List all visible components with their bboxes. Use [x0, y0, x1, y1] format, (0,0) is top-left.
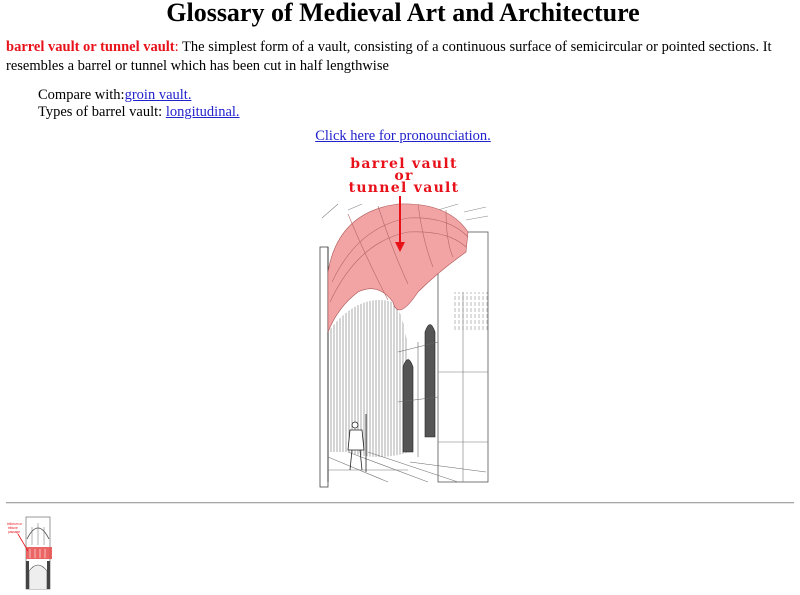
related-terms — [38, 87, 240, 121]
pronunciation-link[interactable]: Click here for pronounciation. — [315, 128, 491, 144]
figure-label-line3: tunnel vault — [348, 180, 460, 196]
svg-text:triforium or: triforium or — [7, 522, 23, 526]
cathedral-elevation-icon — [6, 515, 56, 590]
horizontal-rule — [6, 502, 794, 504]
types-label: Types of barrel vault: — [38, 104, 166, 120]
triforium-thumbnail-link[interactable] — [6, 515, 56, 590]
barrel-vault-illustration — [318, 152, 490, 488]
types-line — [38, 104, 240, 121]
figure-label-line1: barrel vault — [350, 156, 458, 172]
page-title: Glossary of Medieval Art and Architecture — [166, 0, 640, 27]
figure-label-line2: or — [394, 168, 414, 184]
pronunciation-row — [0, 128, 800, 145]
longitudinal-link[interactable]: longitudinal. — [165, 104, 240, 120]
term-colon: : — [174, 39, 179, 55]
svg-text:passage: passage — [8, 530, 21, 534]
groin-vault-link[interactable]: groin vault. — [124, 87, 192, 103]
vault-drawing — [318, 152, 490, 488]
glossary-term: barrel vault or tunnel vault — [6, 39, 175, 55]
definition-paragraph — [6, 38, 796, 76]
definition-text: The simplest form of a vault, consisting of a continuous surface of semicircular or pointed sections. It resembles a barrel or tunnel which has been cut in half lengthwise — [6, 39, 772, 74]
compare-label: Compare with: — [38, 87, 125, 103]
svg-text:tribune: tribune — [8, 526, 18, 530]
compare-with-line — [38, 87, 240, 104]
